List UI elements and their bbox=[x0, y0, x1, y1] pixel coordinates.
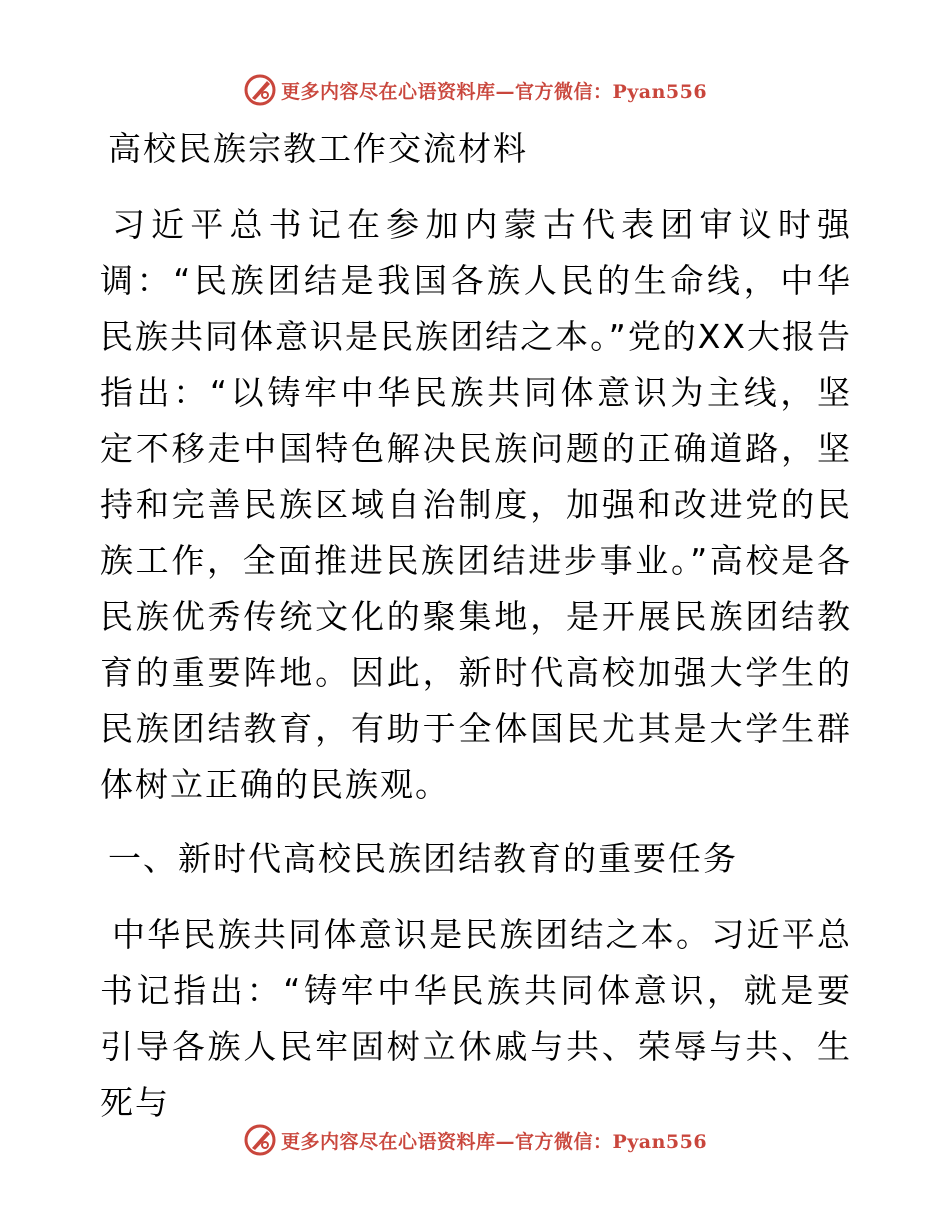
header-watermark bbox=[0, 70, 950, 110]
quill-logo-icon bbox=[243, 73, 277, 107]
footer-watermark bbox=[0, 1120, 950, 1160]
quill-logo-icon bbox=[243, 1123, 277, 1157]
watermark-text: 更多内容尽在心语资料库—官方微信：Pyan556 bbox=[280, 80, 708, 103]
document-title: 高校民族宗教工作交流材料 bbox=[108, 129, 528, 168]
watermark-text: 更多内容尽在心语资料库—官方微信：Pyan556 bbox=[280, 1130, 708, 1153]
paragraph-2: 中华民族共同体意识是民族团结之本。习近平总书记指出：“铸牢中华民族共同体意识，就是要引导各族人民牢固树立休戚与共、荣辱与共、生死与 bbox=[100, 915, 852, 1122]
paragraph-1: 习近平总书记在参加内蒙古代表团审议时强调：“民族团结是我国各族人民的生命线，中华民族共同体意识是民族团结之本。”党的XX大报告指出：“以铸牢中华民族共同体意识为主线，坚定不移走中国特色解决民族问题的正确道路，坚持和完善民族区域自治制度，加强和改进党的民族工作，全面推进民族团结进步事业。”高校是各民族优秀传统文化的聚集地，是开展民族团结教育的重要阵地。因此，新时代高校加强大学生的民族团结教育，有助于全体国民尤其是大学生群体树立正确的民族观。 bbox=[100, 205, 852, 804]
section-heading-1: 一、新时代高校民族团结教育的重要任务 bbox=[108, 839, 738, 878]
document-body bbox=[100, 125, 852, 1131]
